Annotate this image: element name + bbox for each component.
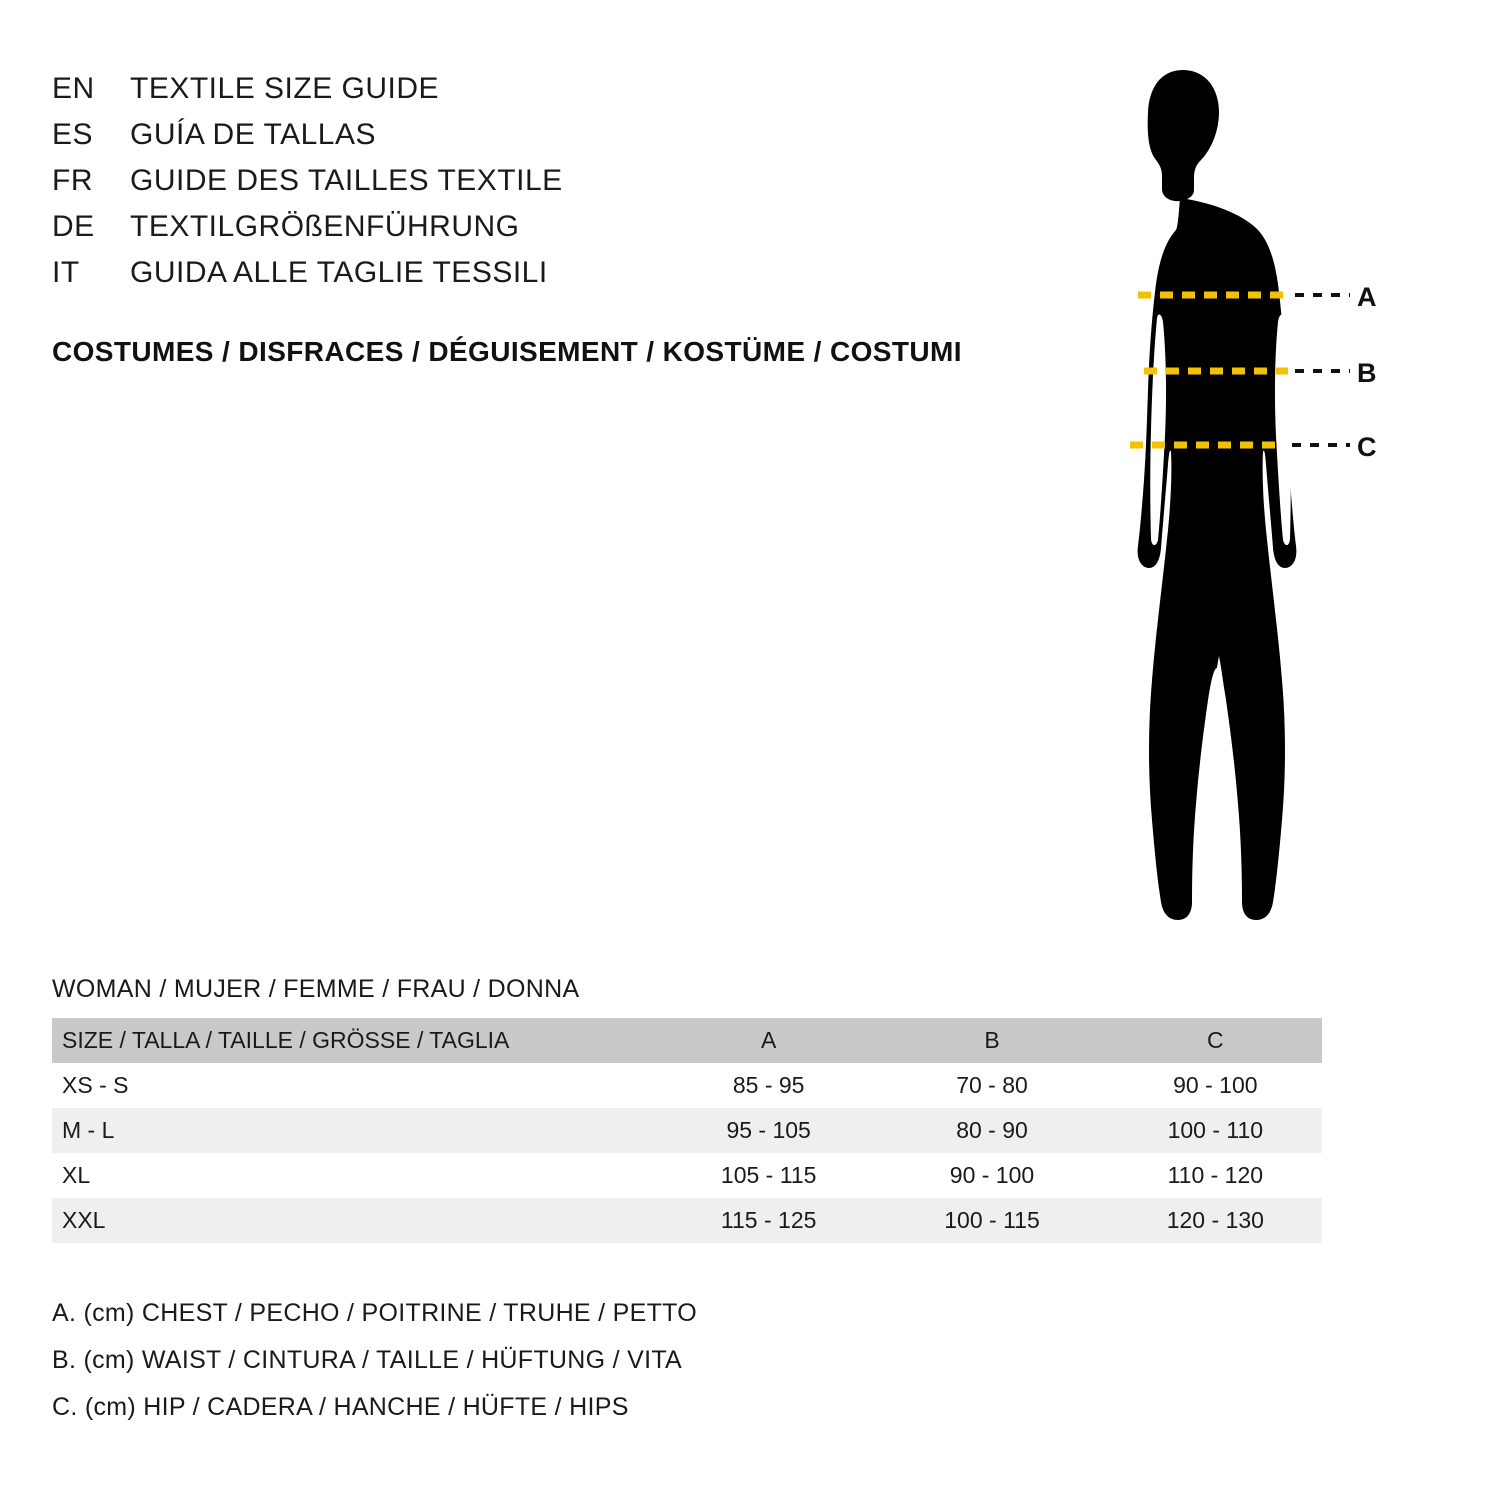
language-code-fr: FR xyxy=(52,164,93,197)
column-header-size: SIZE / TALLA / TAILLE / GRÖSSE / TAGLIA xyxy=(62,1027,510,1053)
marker-label-c: C xyxy=(1357,432,1377,462)
table-row xyxy=(52,1063,1322,1108)
table-row xyxy=(52,1198,1322,1243)
cell-b: 70 - 80 xyxy=(956,1072,1028,1098)
size-table xyxy=(52,1018,1322,1243)
cell-c: 90 - 100 xyxy=(1173,1072,1258,1098)
language-row-it xyxy=(52,256,1032,302)
cell-b: 80 - 90 xyxy=(956,1117,1028,1143)
language-code-es: ES xyxy=(52,118,94,151)
language-title-it: GUIDA ALLE TAGLIE TESSILI xyxy=(130,256,548,289)
size-table-body xyxy=(52,1063,1322,1243)
table-caption: WOMAN / MUJER / FEMME / FRAU / DONNA xyxy=(52,975,580,1003)
cell-size: XS - S xyxy=(62,1072,129,1098)
column-header-a: A xyxy=(760,1027,777,1053)
language-title-list xyxy=(52,72,1032,302)
language-row-fr xyxy=(52,164,1032,210)
cell-b: 90 - 100 xyxy=(949,1162,1035,1188)
language-code-it: IT xyxy=(52,256,80,289)
cell-c: 110 - 120 xyxy=(1167,1162,1264,1188)
legend-row-c: C. (cm) HIP / CADERA / HANCHE / HÜFTE / HIPS xyxy=(52,1393,629,1421)
cell-size: M - L xyxy=(62,1117,115,1143)
language-title-es: GUÍA DE TALLAS xyxy=(130,118,376,151)
size-table-section xyxy=(52,975,1322,1243)
legend-row-b: B. (cm) WAIST / CINTURA / TAILLE / HÜFTUNG / VITA xyxy=(52,1346,683,1374)
column-header-c: C xyxy=(1207,1027,1224,1053)
language-code-de: DE xyxy=(52,210,95,243)
language-title-en: TEXTILE SIZE GUIDE xyxy=(130,72,440,105)
measurement-figure xyxy=(1020,60,1460,940)
language-row-de xyxy=(52,210,1032,256)
cell-c: 100 - 110 xyxy=(1167,1117,1264,1143)
size-table-head xyxy=(52,1018,1322,1063)
cell-size: XL xyxy=(62,1162,91,1188)
legend-row-a: A. (cm) CHEST / PECHO / POITRINE / TRUHE / PETTO xyxy=(52,1299,698,1327)
table-header-row xyxy=(52,1018,1322,1063)
table-row xyxy=(52,1153,1322,1198)
cell-c: 120 - 130 xyxy=(1166,1207,1264,1233)
table-row xyxy=(52,1108,1322,1153)
cell-a: 105 - 115 xyxy=(720,1162,817,1188)
language-row-es xyxy=(52,118,1032,164)
cell-size: XXL xyxy=(62,1207,106,1233)
language-title-de: TEXTILGRÖßENFÜHRUNG xyxy=(130,210,520,243)
cell-b: 100 - 115 xyxy=(944,1207,1040,1233)
marker-label-b: B xyxy=(1357,358,1377,388)
measurement-legend xyxy=(52,1290,697,1431)
woman-silhouette-icon xyxy=(1020,60,1460,940)
language-code-en: EN xyxy=(52,72,95,105)
cell-a: 115 - 125 xyxy=(720,1207,817,1233)
language-title-fr: GUIDE DES TAILLES TEXTILE xyxy=(130,164,563,197)
costumes-subtitle: COSTUMES / DISFRACES / DÉGUISEMENT / KOSTÜME / COSTUMI xyxy=(52,336,962,367)
column-header-b: B xyxy=(984,1027,1000,1053)
marker-label-a: A xyxy=(1357,282,1377,312)
cell-a: 85 - 95 xyxy=(732,1072,805,1098)
language-row-en xyxy=(52,72,1032,118)
cell-a: 95 - 105 xyxy=(726,1117,811,1143)
